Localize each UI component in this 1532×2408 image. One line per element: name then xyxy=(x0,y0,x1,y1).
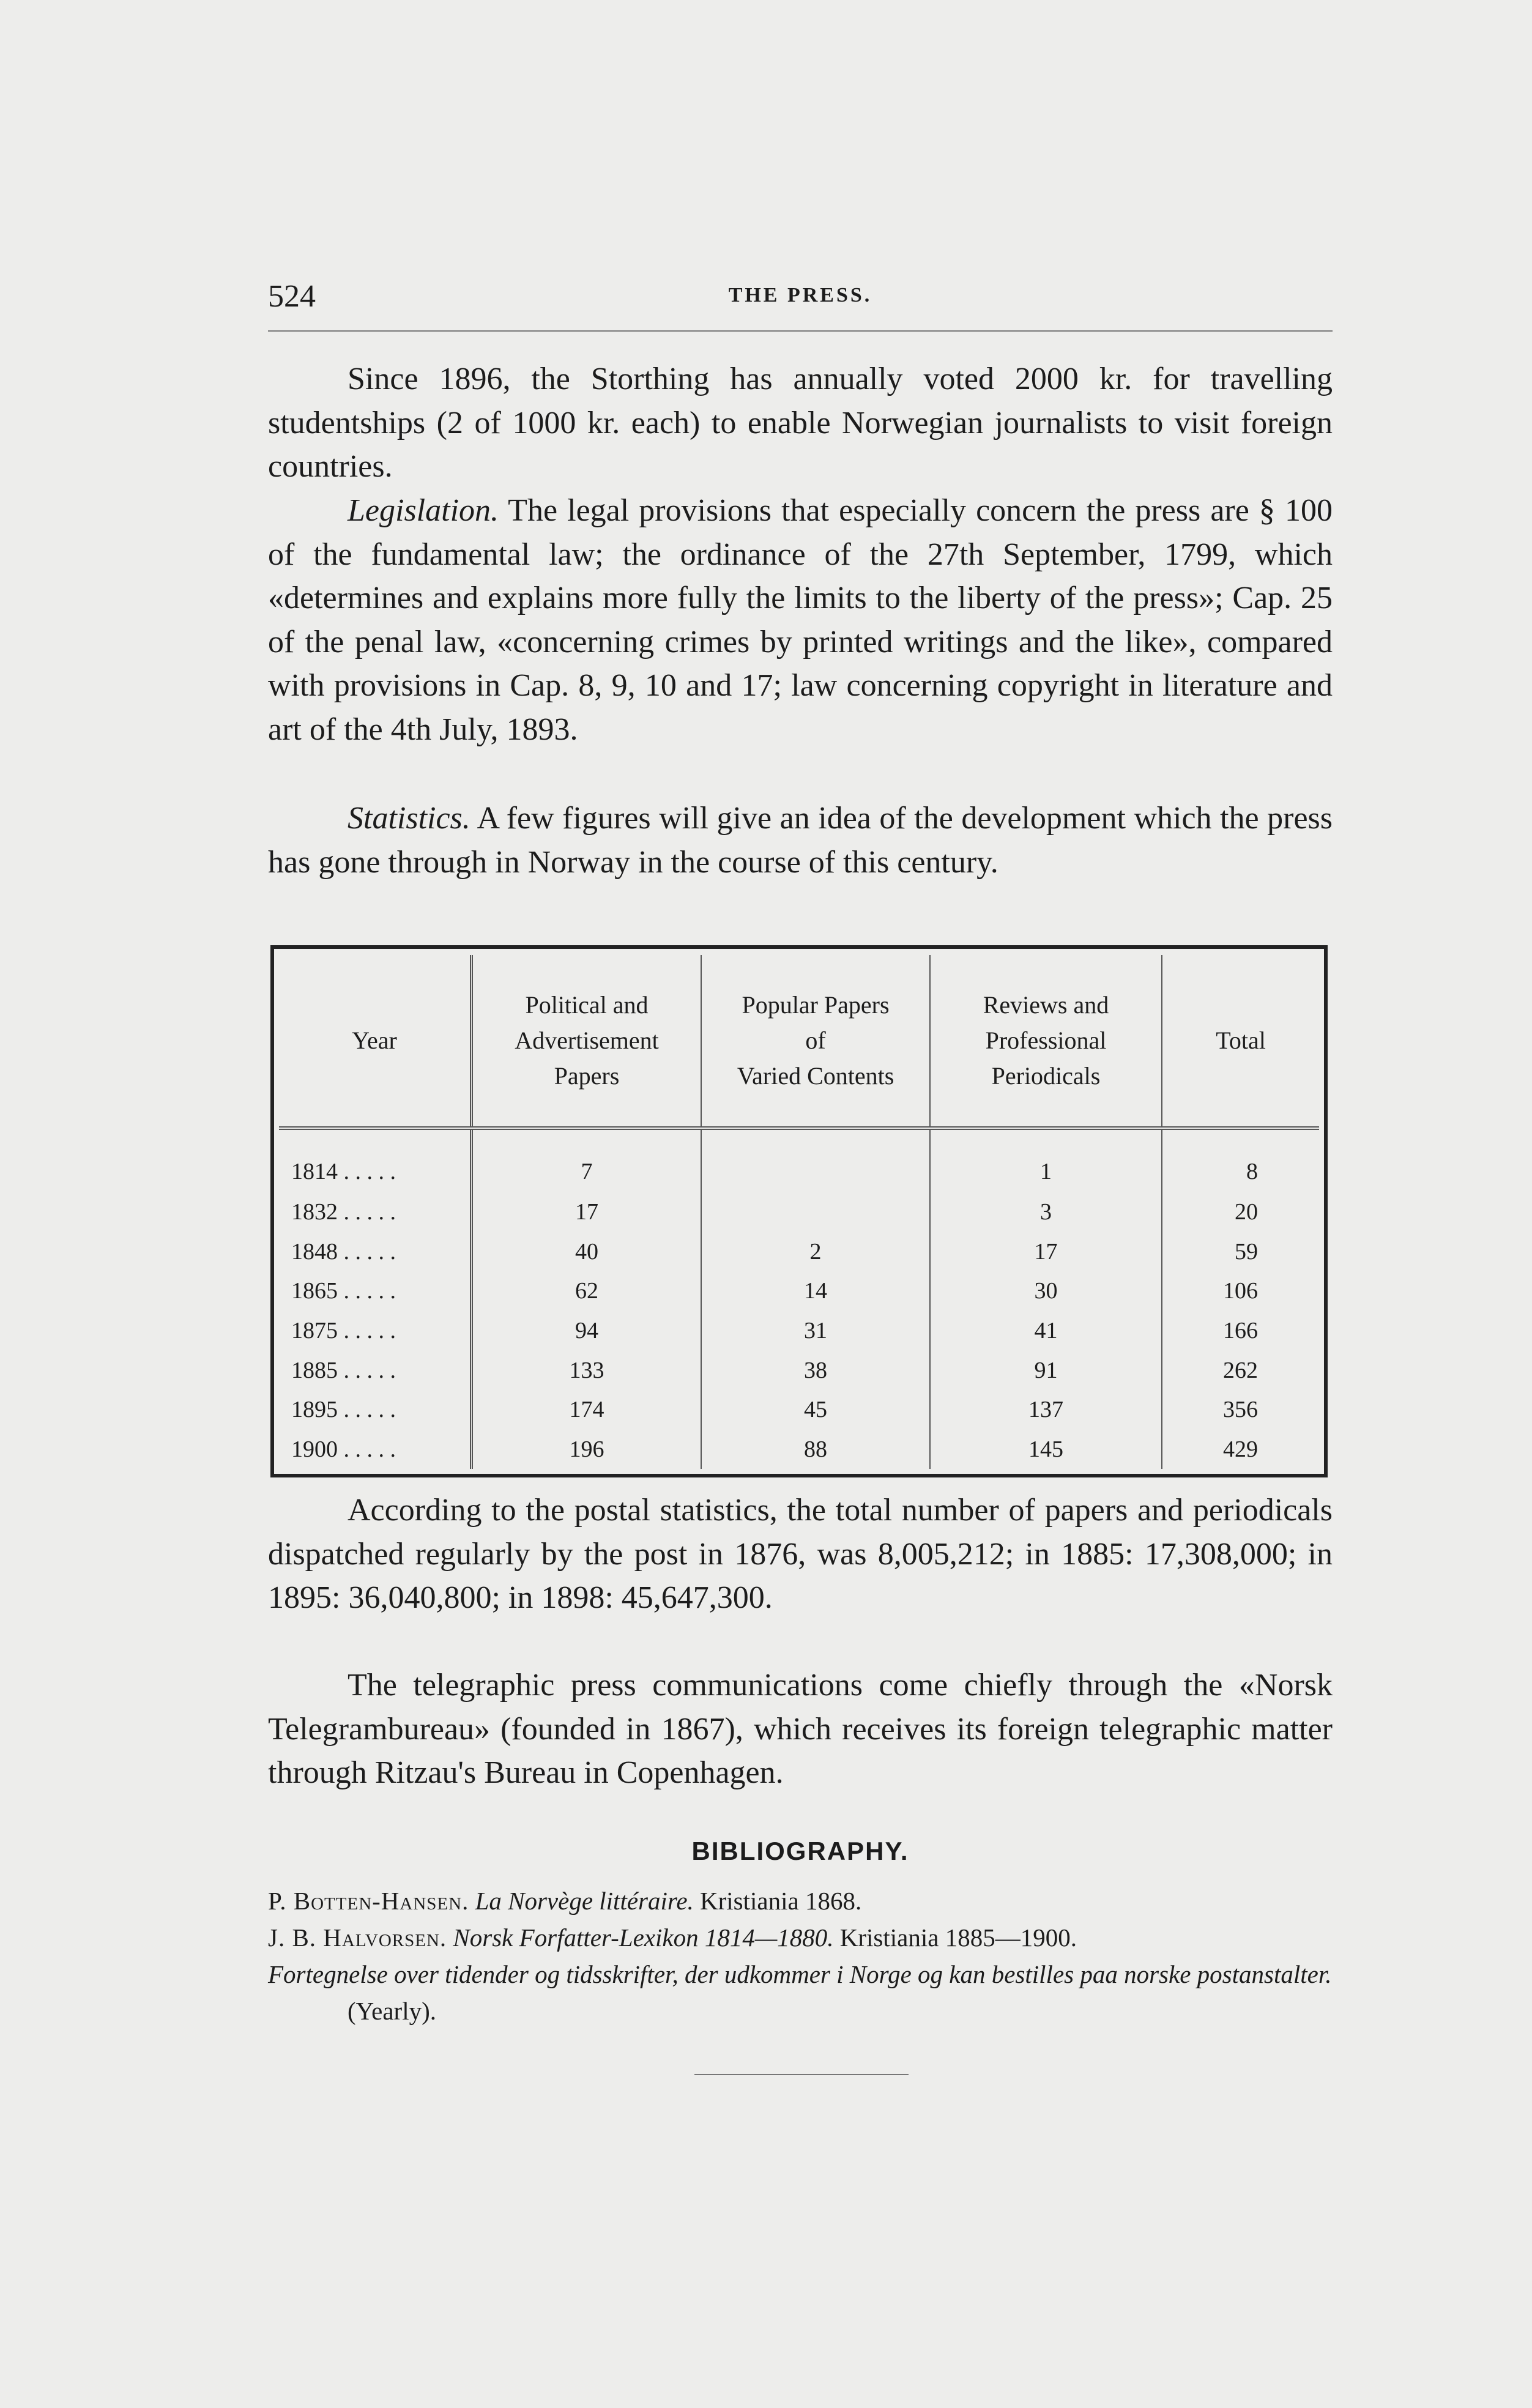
bib-title: Fortegnelse over tidender og tidsskrifter, der udkommer i Norge og kan bestilles paa norske postanstalter. xyxy=(268,1960,1332,1988)
bibliography-entry xyxy=(268,1919,1333,1956)
bib-rest: (Yearly). xyxy=(348,1997,437,2025)
cell-reviews: 137 xyxy=(930,1390,1162,1430)
bibliography-title: BIBLIOGRAPHY. xyxy=(691,1837,909,1865)
cell-popular: 31 xyxy=(701,1311,930,1351)
cell-year: 1848 . . . . . xyxy=(279,1232,472,1272)
statistics-table-frame xyxy=(270,945,1328,1477)
cell-political: 40 xyxy=(472,1232,702,1272)
cell-political: 196 xyxy=(472,1429,702,1469)
paragraph-telegraphic: The telegraphic press communications come chiefly through the «Norsk Telegrambureau» (founded in 1867), which receives its foreign telegraphic matter through Ritzau's Bureau in Copenhagen. xyxy=(268,1668,1333,1790)
statistics-body: A few figures will give an idea of the development which the press has gone through in Norway in the course of this century. xyxy=(268,801,1333,880)
table-row xyxy=(279,1350,1319,1390)
bib-title: La Norvège littéraire. xyxy=(475,1887,694,1915)
table-row xyxy=(279,1390,1319,1430)
cell-popular: 14 xyxy=(701,1271,930,1311)
cell-total: 429 xyxy=(1223,1436,1258,1462)
cell-reviews: 30 xyxy=(930,1271,1162,1311)
running-head: THE PRESS. xyxy=(728,284,872,307)
paragraph-studentships: Since 1896, the Storthing has annually voted 2000 kr. for travelling studentships (2 of 1000 kr. each) to enable Norwegian journalists to visit foreign countries. xyxy=(268,362,1333,484)
cell-year: 1885 . . . . . xyxy=(279,1350,472,1390)
cell-year: 1865 . . . . . xyxy=(279,1271,472,1311)
cell-popular: 45 xyxy=(701,1390,930,1430)
cell-year: 1895 . . . . . xyxy=(279,1390,472,1430)
cell-political: 174 xyxy=(472,1390,702,1430)
bib-title: Norsk Forfatter-Lexikon 1814—1880. xyxy=(453,1923,834,1952)
cell-total: 59 xyxy=(1235,1238,1258,1265)
cell-political: 94 xyxy=(472,1311,702,1351)
header-popular: Popular Papers of Varied Contents xyxy=(701,955,930,1128)
end-rule-divider xyxy=(694,2074,909,2075)
paragraph-statistics xyxy=(268,797,1333,884)
cell-year: 1832 . . . . . xyxy=(279,1192,472,1232)
cell-total: 106 xyxy=(1223,1278,1258,1304)
cell-reviews: 145 xyxy=(930,1429,1162,1469)
cell-reviews: 41 xyxy=(930,1311,1162,1351)
table-row xyxy=(279,1128,1319,1192)
paragraph-legislation xyxy=(268,489,1333,751)
paragraph-postal-statistics: According to the postal statistics, the total number of papers and periodicals dispatched regularly by the post in 1876, was 8,005,212; in 1885: 17,308,000; in 1895: 36,040,800; in 1898: 45,647,300. xyxy=(268,1493,1333,1615)
cell-total: 356 xyxy=(1223,1397,1258,1423)
cell-political: 133 xyxy=(472,1350,702,1390)
header-total: Total xyxy=(1162,955,1319,1128)
table-header-row xyxy=(279,955,1319,1128)
bib-author: P. Botten-Hansen. xyxy=(268,1887,469,1915)
cell-reviews: 1 xyxy=(930,1128,1162,1192)
cell-year: 1875 . . . . . xyxy=(279,1311,472,1351)
cell-reviews: 3 xyxy=(930,1192,1162,1232)
cell-year: 1900 . . . . . xyxy=(279,1429,472,1469)
header-reviews: Reviews and Professional Periodicals xyxy=(930,955,1162,1128)
bibliography-entry xyxy=(268,1956,1333,2029)
table-row xyxy=(279,1311,1319,1351)
bib-rest: Kristiania 1885—1900. xyxy=(833,1923,1077,1952)
header-year: Year xyxy=(279,955,472,1128)
cell-total: 262 xyxy=(1223,1357,1258,1383)
cell-year: 1814 . . . . . xyxy=(279,1128,472,1192)
table-row xyxy=(279,1192,1319,1232)
page-number: 524 xyxy=(268,279,316,314)
cell-total: 166 xyxy=(1223,1318,1258,1344)
cell-political: 17 xyxy=(472,1192,702,1232)
cell-reviews: 91 xyxy=(930,1350,1162,1390)
table-row xyxy=(279,1429,1319,1469)
cell-reviews: 17 xyxy=(930,1232,1162,1272)
bib-author: J. B. Halvorsen. xyxy=(268,1923,447,1952)
table-row xyxy=(279,1232,1319,1272)
legislation-body: The legal provisions that especially concern the press are § 100 of the fundamental law; the ordinance of the 27th September, 1799, which «determines and explains more fully the limits to the liberty of the press»; Cap. 25 of the penal law, «concerning crimes by printed writings and the like», compared with provisions in Cap. 8, 9, 10 and 17; law concerning copyright in literature and art of the 4th July, 1893. xyxy=(268,493,1333,747)
statistics-table xyxy=(279,955,1319,1469)
header-political: Political and Advertisement Papers xyxy=(472,955,702,1128)
page-header xyxy=(268,275,1333,332)
cell-total: 20 xyxy=(1235,1199,1258,1225)
cell-political: 62 xyxy=(472,1271,702,1311)
table-row xyxy=(279,1271,1319,1311)
bib-rest: Kristiania 1868. xyxy=(693,1887,862,1915)
cell-popular: 2 xyxy=(701,1232,930,1272)
cell-popular: 38 xyxy=(701,1350,930,1390)
cell-popular xyxy=(701,1192,930,1232)
cell-popular xyxy=(701,1128,930,1192)
cell-popular: 88 xyxy=(701,1429,930,1469)
bibliography-entry xyxy=(268,1882,1333,1919)
cell-political: 7 xyxy=(472,1128,702,1192)
statistics-heading: Statistics. xyxy=(348,801,470,836)
cell-total: 8 xyxy=(1246,1159,1258,1185)
legislation-heading: Legislation. xyxy=(348,493,499,528)
